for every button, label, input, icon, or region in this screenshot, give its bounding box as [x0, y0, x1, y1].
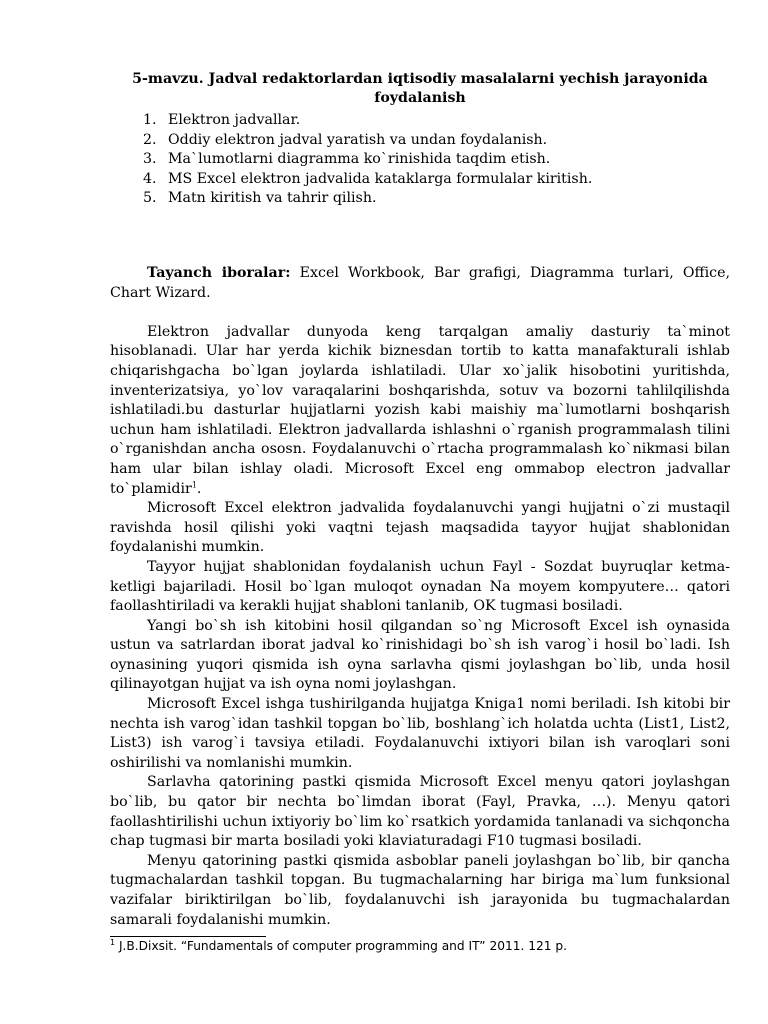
outline-text: Ma`lumotlarni diagramma ko`rinishida taqdim etish.: [168, 151, 551, 168]
outline-item: [0, 150, 768, 170]
keywords-label: Tayanch iboralar:: [147, 265, 291, 281]
outline-item: [0, 170, 768, 190]
body-paragraph: Sarlavha qatorining pastki qismida Microsoft Excel menyu qatori joylashgan bo`lib, bu qator bir nechta bo`limdan iborat (Fayl, Pravka, …). Menyu qatori faollashtirilishi uchun ixtiyoriy bo`lim ko`rsatkich yordamida tanlanadi va sichqoncha chap tugmasi bir marta bosiladi yoki klaviaturadagi F10 tugmasi bosiladi.: [110, 774, 730, 850]
outline-text: MS Excel elektron jadvalida kataklarga formulalar kiritish.: [168, 170, 593, 187]
paragraph-text: Elektron jadvallar dunyoda keng tarqalgan amaliy dasturiy ta`minot hisoblanadi. Ular har yerda kichik biznesdan tortib to katta manafakturali ishlab chiqarishgacha bo`lgan joylarda ishlatiladi. Ular xo`jalik hisobotini yuritishda, inventerizatsiya, yo`lov varaqalarini boshqarishda, sotuv va bozorni tahlilqilishda ishlatiladi.bu dasturlar hujjatlarni yozish kabi maishiy ma`lumotlarni boshqarish uchun ham ishlatiladi. Elektron jadvallarda ishlashni o`rganish programmalash tilini o`rganishdan ancha ososn. Foydalanuvchi o`rtacha programmalash ko`nikmasi bilan ham ular bilan ishlay oladi. Microsoft Excel eng ommabop electron jadvallar to`plamidir: [110, 323, 730, 497]
outline-item: [0, 189, 768, 209]
body-paragraph: Microsoft Excel ishga tushirilganda hujjatga Kniga1 nomi beriladi. Ish kitobi bir nechta ish varog`idan tashkil topgan bo`lib, boshlang`ich holatda uchta (List1, List2, List3) ish varog`i tavsiya etiladi. Foydalanuvchi ixtiyori bilan ish varoqlari soni oshirilishi va nomlanishi mumkin.: [110, 696, 730, 771]
outline-text: Oddiy elektron jadval yaratish va undan foydalanish.: [168, 131, 548, 148]
body-paragraph: Tayyor hujjat shablonidan foydalanish uchun Fayl - Sozdat buyruqlar ketma-ketligi bajariladi. Hosil bo`lgan muloqot oynadan Na moyem kompyutere… qatori faollashtiriladi va kerakli hujjat shabloni tanlanib, OK tugmasi bosiladi.: [110, 558, 730, 615]
outline-number: 2.: [143, 131, 157, 148]
document-body: [110, 264, 730, 930]
footnote-reference: 1: [191, 479, 197, 489]
outline-item: [0, 111, 768, 131]
outline-number: 1.: [143, 112, 157, 128]
keywords-paragraph: [110, 264, 730, 303]
outline-number: 4.: [143, 170, 157, 187]
outline-number: 3.: [143, 151, 157, 168]
outline-text: Elektron jadvallar.: [168, 112, 301, 128]
footnote: [110, 938, 730, 955]
body-paragraph: Elektron jadvallar dunyoda keng tarqalgan amaliy dasturiy ta`minot hisoblanadi. Ular har yerda kichik biznesdan tortib to katta manafakturali ishlab chiqarishgacha bo`lgan joylarda ishlatiladi. Ular xo`jalik hisobotini yuritishda, inventerizatsiya, yo`lov varaqalarini boshqarishda, sotuv va bozorni tahlilqilishda ishlatiladi.bu dasturlar hujjatlarni yozish kabi maishiy ma`lumotlarni boshqarish uchun ham ishlatiladi. Elektron jadvallarda ishlashni o`rganish programmalash tilini o`rganishdan ancha ososn. Foydalanuvchi o`rtacha programmalash ko`nikmasi bilan ham ular bilan ishlay oladi. Microsoft Excel eng ommabop electron jadvallar to`plamidir$^1$.: [110, 323, 730, 497]
keywords-text: Excel Workbook, Bar grafigi, Diagramma turlari, Office, Chart Wizard.: [110, 265, 730, 301]
footnote-text: J.B.Dixsit. “Fundamentals of computer programming and IT” 2011. 121 p.: [115, 939, 567, 953]
topic-outline: [0, 111, 768, 209]
outline-number: 5.: [143, 190, 157, 207]
footnote-separator: [110, 936, 266, 937]
body-paragraph: Microsoft Excel elektron jadvalida foydalanuvchi yangi hujjatni o`zi mustaqil ravishda hosil qilishi yoki vaqtni tejash maqsadida tayyor hujjat shablonidan foydalanishi mumkin.: [110, 500, 730, 556]
outline-item: [0, 131, 768, 151]
outline-text: Matn kiritish va tahrir qilish.: [168, 190, 377, 207]
footnote-marker: 1: [110, 937, 116, 947]
body-paragraph: Yangi bo`sh ish kitobini hosil qilgandan so`ng Microsoft Excel ish oynasida ustun va satrlardan iborat jadval ko`rinishidagi bo`sh ish varog`i hosil bo`ladi. Ish oynasining yuqori qismida ish oyna sarlavha qismi joylashgan bo`lib, unda hosil qilinayotgan hujjat va ish oyna nomi joylashgan.: [110, 617, 730, 693]
body-paragraph: Menyu qatorining pastki qismida asboblar paneli joylashgan bo`lib, bir qancha tugmachalardan tashkil topgan. Bu tugmachalarning har biriga ma`lum funksional vazifalar biriktirilgan bo`lib, foydalanuvchi ish jarayonida bu tugmachalardan samarali foydalanishi mumkin.: [110, 852, 730, 928]
page-title: 5-mavzu. Jadval redaktorlardan iqtisodiy masalalarni yechish jarayonida foydalanish: [132, 71, 708, 106]
